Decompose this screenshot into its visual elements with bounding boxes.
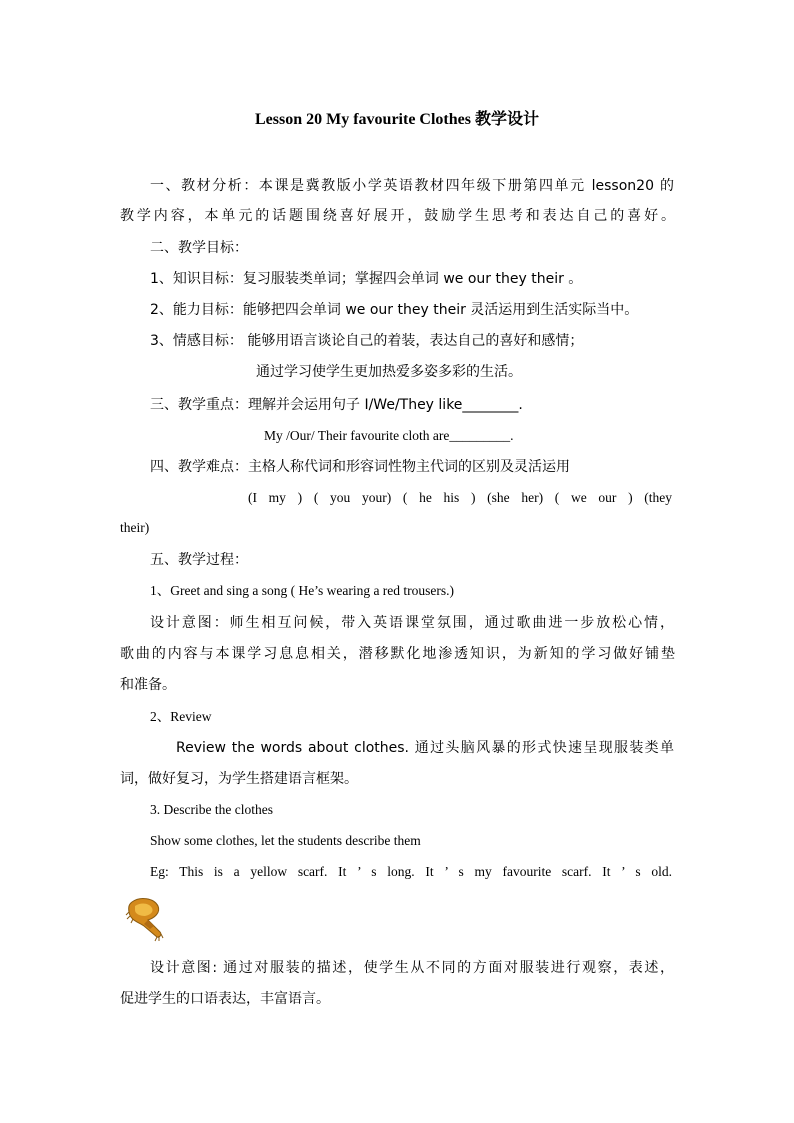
document-title: Lesson 20 My favourite Clothes 教学设计 [255, 111, 539, 128]
design-intent-3-line2: 促进学生的口语表达，丰富语言。 [120, 991, 330, 1007]
pronoun-pairs: (I my ) ( you your) ( he his ) (she her) ( we our ) (they [248, 490, 672, 505]
review-text-line2: 词，做好复习，为学生搭建语言框架。 [120, 771, 358, 787]
heading-difficulties: 四、教学难点：主格人称代词和形容词性物主代词的区别及灵活运用 [150, 459, 570, 475]
pronoun-pairs-cont: their) [120, 520, 150, 535]
heading-teaching-process: 五、教学过程： [150, 552, 248, 568]
heading-teaching-goals: 二、教学目标： [150, 240, 248, 256]
goal-knowledge: 1、知识目标：复习服装类单词；掌握四会单词 we our they their 。 [150, 271, 583, 287]
goal-emotion-cont: 通过学习使学生更加热爱多姿多彩的生活。 [256, 364, 522, 380]
review-text-line1: Review the words about clothes. 通过头脑风暴的形式快速呈现服装类单 [176, 740, 674, 756]
step-greet: 1、Greet and sing a song ( He’s wearing a red trousers.) [150, 583, 455, 598]
para-textbook-analysis-1: 一、教材分析：本课是冀教版小学英语教材四年级下册第四单元 lesson20 的 [150, 178, 674, 194]
design-intent-1-line2: 歌曲的内容与本课学习息息相关，潜移默化地渗透知识，为新知的学习做好铺垫 [120, 646, 675, 662]
para-textbook-analysis-2: 教学内容，本单元的话题围绕喜好展开，鼓励学生思考和表达自己的喜好。 [120, 208, 675, 224]
key-points-sentence: My /Our/ Their favourite cloth are_________. [264, 428, 514, 443]
scarf-image [124, 896, 168, 942]
step-review: 2、Review [150, 709, 212, 724]
design-intent-3-line1: 设计意图: 通过对服装的描述，使学生从不同的方面对服装进行观察，表述， [150, 960, 674, 976]
heading-key-points: 三、教学重点：理解并会运用句子 I/We/They like________. [150, 397, 523, 413]
describe-instruction: Show some clothes, let the students describe them [150, 833, 421, 848]
describe-example: Eg: This is a yellow scarf. It ’ s long. It ’ s my favourite scarf. It ’ s old. [150, 864, 672, 879]
design-intent-1-line1: 设计意图：师生相互问候，带入英语课堂氛围，通过歌曲进一步放松心情， [150, 615, 674, 631]
goal-emotion: 3、情感目标： 能够用语言谈论自己的着装，表达自己的喜好和感情； [150, 333, 584, 349]
design-intent-1-line3: 和准备。 [120, 677, 176, 693]
goal-ability: 2、能力目标：能够把四会单词 we our they their 灵活运用到生活实际当中。 [150, 302, 639, 318]
step-describe: 3. Describe the clothes [150, 802, 273, 817]
